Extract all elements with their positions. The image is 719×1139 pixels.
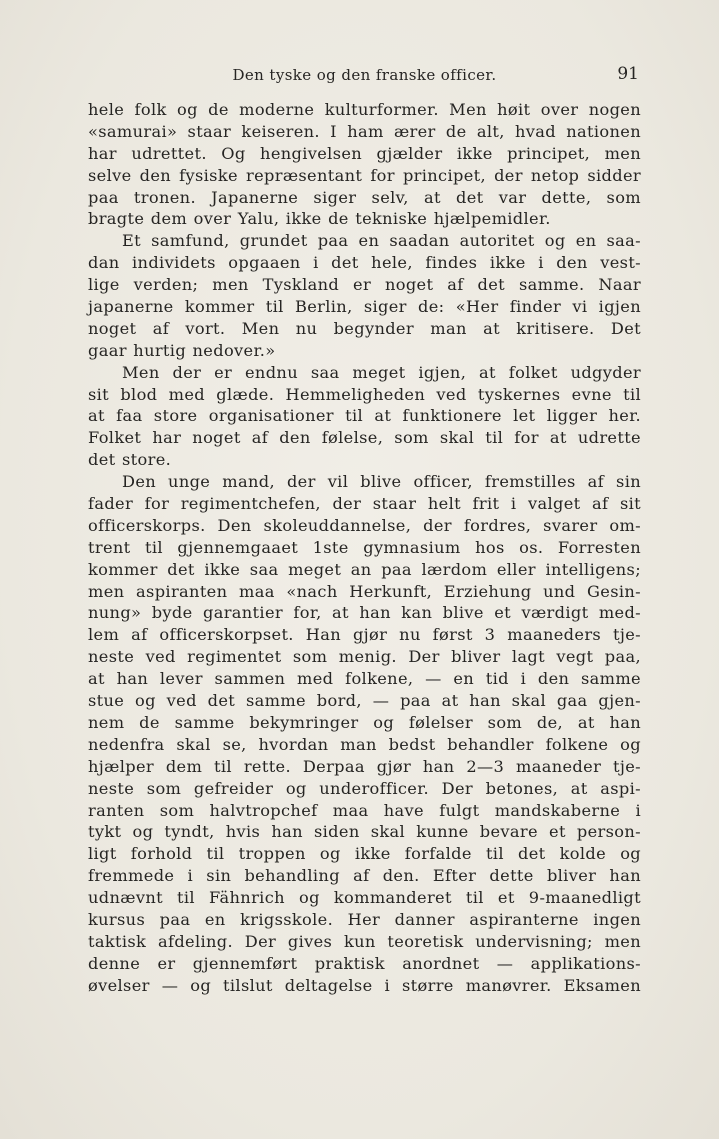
text-line: fremmede i sin behandling af den. Efter dette bliver han (88, 866, 641, 886)
text-line: nedenfra skal se, hvordan man bedst behandler folkene og (88, 734, 641, 754)
text-line: Folket har noget af den følelse, som skal til for at udrette (88, 428, 641, 448)
running-title: Den tyske og den franske officer. (232, 66, 497, 84)
text-line: gaar hurtig nedover.» (88, 340, 276, 360)
text-line: «samurai» staar keiseren. I ham ærer de alt, hvad nationen (88, 121, 641, 141)
text-line: lem af officerskorpset. Han gjør nu først 3 maaneders tje- (88, 625, 641, 645)
text-line: lige verden; men Tyskland er noget af det samme. Naar (88, 275, 641, 295)
text-line: noget af vort. Men nu begynder man at kritisere. Det (88, 318, 641, 338)
text-line: men aspiranten maa «nach Herkunft, Erziehung und Gesin- (88, 581, 641, 601)
text-line: at faa store organisationer til at funktionere let ligger her. (88, 406, 641, 426)
text-line: dan individets opgaaen i det hele, findes ikke i den vest- (88, 253, 641, 273)
text-line: trent til gjennemgaaet 1ste gymnasium hos os. Forresten (88, 537, 641, 557)
text-line: Et samfund, grundet paa en saadan autoritet og en saa- (122, 231, 641, 251)
text-line: ligt forhold til troppen og ikke forfalde til det kolde og (88, 844, 641, 864)
text-line: neste som gefreider og underofficer. Der betones, at aspi- (88, 778, 641, 798)
text-line: kursus paa en krigsskole. Her danner aspiranterne ingen (88, 909, 641, 929)
body-text (88, 99, 641, 997)
text-line: hjælper dem til rette. Derpaa gjør han 2—3 maaneder tje- (88, 756, 641, 776)
text-line: officerskorps. Den skoleuddannelse, der fordres, svarer om- (88, 515, 641, 535)
text-line: tykt og tyndt, hvis han siden skal kunne bevare et person- (88, 822, 641, 842)
page-header (88, 64, 641, 88)
text-line: fader for regimentchefen, der staar helt frit i valget af sit (88, 494, 641, 514)
text-line: nem de samme bekymringer og følelser som de, at han (88, 712, 641, 732)
text-line: hele folk og de moderne kulturformer. Men høit over nogen (88, 100, 641, 119)
text-line: Men der er endnu saa meget igjen, at folket udgyder (122, 362, 641, 382)
text-line: har udrettet. Og hengivelsen gjælder ikke principet, men (88, 143, 641, 163)
text-line: kommer det ikke saa meget an paa lærdom eller intelligens; (88, 559, 641, 579)
text-line: paa tronen. Japanerne siger selv, at det var dette, som (88, 187, 641, 207)
text-line: sit blod med glæde. Hemmeligheden ved tyskernes evne til (88, 384, 641, 404)
text-line: japanerne kommer til Berlin, siger de: «Her finder vi igjen (88, 297, 641, 317)
page-number: 91 (617, 64, 639, 84)
text-line: selve den fysiske repræsentant for principet, der netop sidder (88, 165, 641, 185)
text-line: neste ved regimentet som menig. Der bliver lagt vegt paa, (88, 647, 641, 667)
text-line: ranten som halvtropchef maa have fulgt mandskaberne i (88, 800, 641, 820)
text-line: stue og ved det samme bord, — paa at han skal gaa gjen- (88, 691, 641, 711)
text-line: bragte dem over Yalu, ikke de tekniske hjælpemidler. (88, 209, 551, 229)
text-line: øvelser — og tilslut deltagelse i større manøvrer. Eksamen (88, 975, 641, 995)
text-line: Den unge mand, der vil blive officer, fremstilles af sin (122, 472, 641, 492)
text-line: det store. (88, 450, 172, 470)
text-line: taktisk afdeling. Der gives kun teoretisk undervisning; men (88, 931, 641, 951)
text-line: denne er gjennemført praktisk anordnet — applikations- (88, 953, 641, 973)
text-line: udnævnt til Fähnrich og kommanderet til et 9-maanedligt (88, 888, 641, 908)
text-line: at han lever sammen med folkene, — en tid i den samme (88, 669, 641, 689)
text-line: nung» byde garantier for, at han kan blive et værdigt med- (88, 603, 641, 623)
